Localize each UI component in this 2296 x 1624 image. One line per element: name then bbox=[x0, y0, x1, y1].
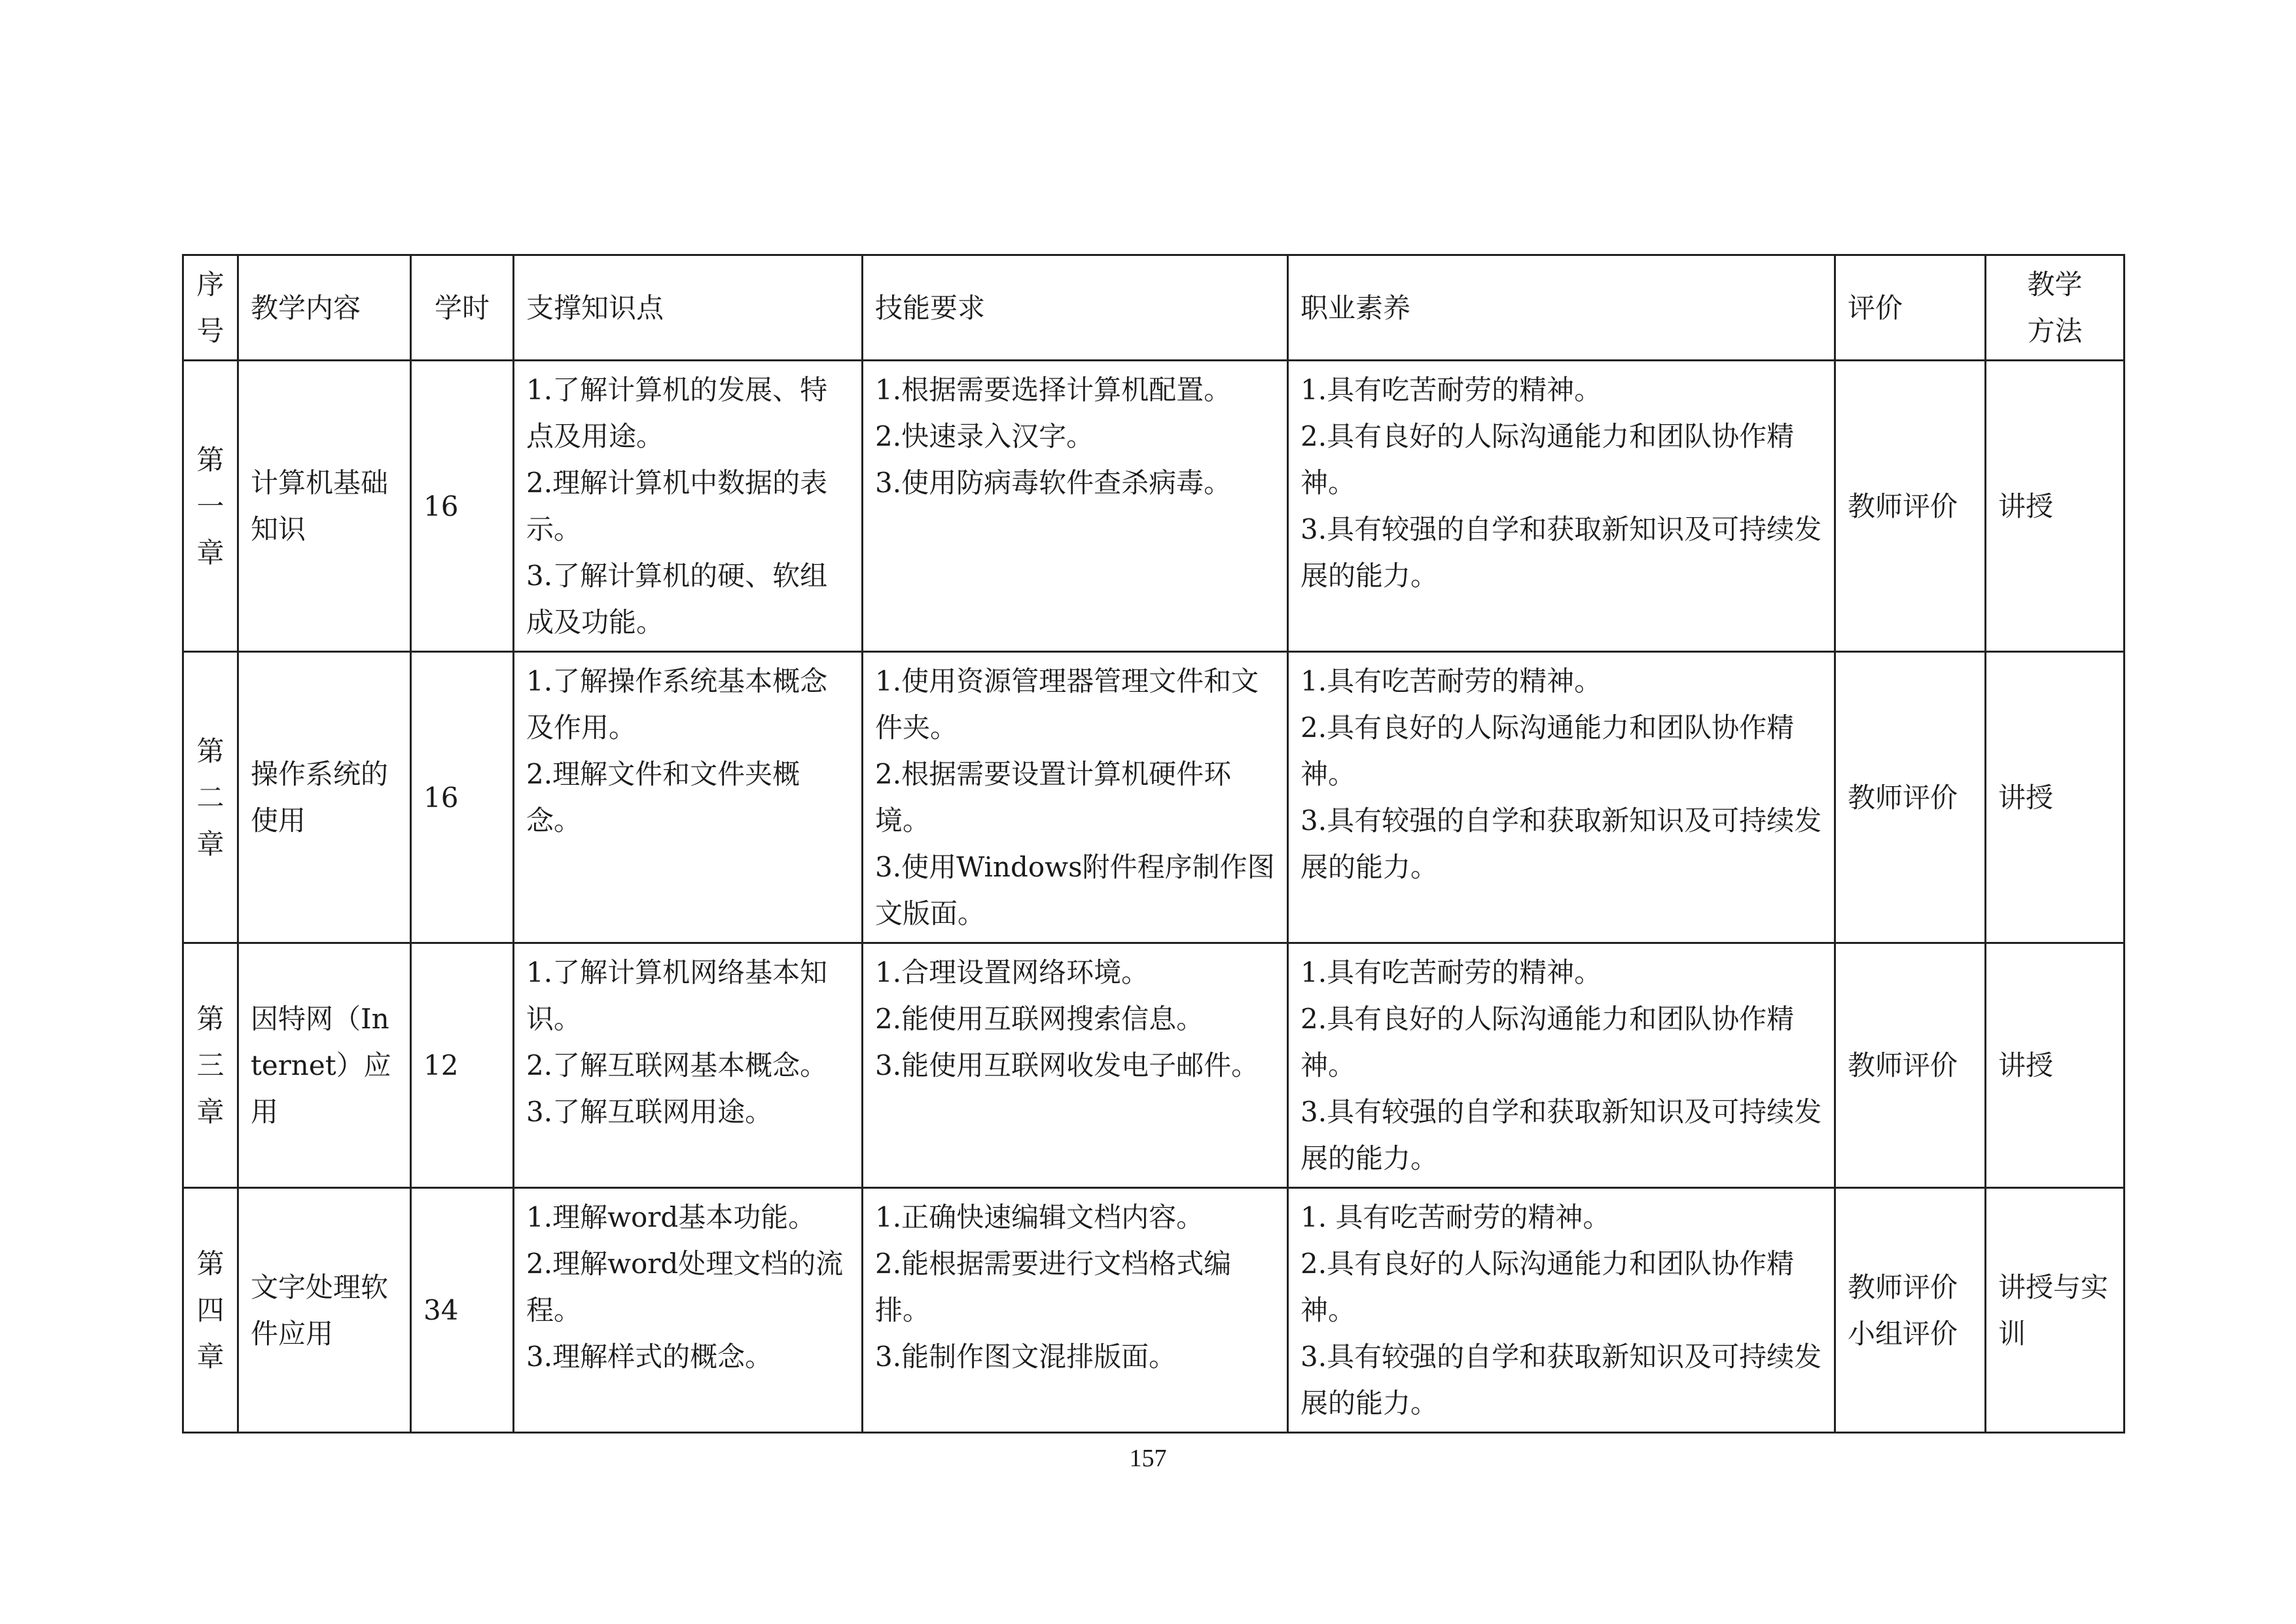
literacy-item: 2.具有良好的人际沟通能力和团队协作精神。 bbox=[1300, 1003, 1795, 1081]
skill-item: 2.能根据需要进行文档格式编排。 bbox=[875, 1248, 1232, 1326]
literacy-item: 2.具有良好的人际沟通能力和团队协作精神。 bbox=[1300, 420, 1795, 499]
skill-item: 1.根据需要选择计算机配置。 bbox=[875, 374, 1232, 406]
seq-char: 第 bbox=[196, 734, 224, 767]
literacy-item: 1. 具有吃苦耐劳的精神。 bbox=[1300, 1201, 1611, 1233]
row-skills bbox=[863, 1188, 1288, 1433]
knowledge-item: 1.理解word基本功能。 bbox=[526, 1201, 816, 1233]
skill-item: 1.使用资源管理器管理文件和文件夹。 bbox=[875, 665, 1259, 744]
row-method: 讲授 bbox=[1986, 652, 2125, 943]
row-method: 讲授 bbox=[1986, 361, 2125, 652]
seq-char: 第 bbox=[196, 443, 224, 476]
knowledge-item: 2.理解word处理文档的流程。 bbox=[526, 1248, 844, 1326]
literacy-item: 2.具有良好的人际沟通能力和团队协作精神。 bbox=[1300, 712, 1795, 790]
header-seq bbox=[183, 255, 238, 361]
knowledge-item: 2.理解文件和文件夹概念。 bbox=[526, 758, 800, 837]
table-row bbox=[183, 652, 2125, 943]
skill-item: 2.能使用互联网搜索信息。 bbox=[875, 1003, 1204, 1035]
knowledge-item: 2.了解互联网基本概念。 bbox=[526, 1049, 828, 1081]
skill-item: 2.快速录入汉字。 bbox=[875, 420, 1094, 452]
skill-item: 3.能使用互联网收发电子邮件。 bbox=[875, 1049, 1259, 1081]
row-content: 文字处理软件应用 bbox=[238, 1188, 411, 1433]
header-seq-line: 序 bbox=[196, 268, 224, 300]
seq-char: 章 bbox=[196, 1096, 224, 1128]
row-skills bbox=[863, 652, 1288, 943]
header-method-line: 教学 bbox=[2027, 268, 2083, 300]
knowledge-item: 1.了解计算机的发展、特点及用途。 bbox=[526, 374, 828, 452]
seq-char: 章 bbox=[196, 1341, 224, 1373]
skill-item: 3.能制作图文混排版面。 bbox=[875, 1341, 1177, 1373]
row-knowledge bbox=[514, 652, 863, 943]
literacy-item: 1.具有吃苦耐劳的精神。 bbox=[1300, 374, 1602, 406]
literacy-item: 1.具有吃苦耐劳的精神。 bbox=[1300, 956, 1602, 988]
row-hours: 16 bbox=[411, 361, 514, 652]
skill-item: 3.使用防病毒软件查杀病毒。 bbox=[875, 467, 1232, 499]
knowledge-item: 3.了解计算机的硬、软组成及功能。 bbox=[526, 560, 828, 638]
literacy-item: 3.具有较强的自学和获取新知识及可持续发展的能力。 bbox=[1300, 1096, 1822, 1174]
row-hours: 34 bbox=[411, 1188, 514, 1433]
literacy-item: 3.具有较强的自学和获取新知识及可持续发展的能力。 bbox=[1300, 804, 1822, 883]
literacy-item: 3.具有较强的自学和获取新知识及可持续发展的能力。 bbox=[1300, 1341, 1822, 1419]
row-skills bbox=[863, 361, 1288, 652]
skill-item: 3.使用Windows附件程序制作图文版面。 bbox=[875, 851, 1275, 929]
header-hours: 学时 bbox=[411, 255, 514, 361]
row-knowledge bbox=[514, 1188, 863, 1433]
row-evaluation: 教师评价 bbox=[1835, 943, 1986, 1188]
header-literacy: 职业素养 bbox=[1288, 255, 1835, 361]
row-evaluation: 教师评价小组评价 bbox=[1835, 1188, 1986, 1433]
seq-char: 章 bbox=[196, 827, 224, 860]
header-content: 教学内容 bbox=[238, 255, 411, 361]
row-skills bbox=[863, 943, 1288, 1188]
syllabus-table bbox=[182, 254, 2125, 1434]
row-seq bbox=[183, 1188, 238, 1433]
header-skills: 技能要求 bbox=[863, 255, 1288, 361]
header-method-line: 方法 bbox=[2027, 315, 2083, 347]
row-hours: 16 bbox=[411, 652, 514, 943]
row-knowledge bbox=[514, 361, 863, 652]
seq-char: 二 bbox=[196, 781, 224, 814]
row-method: 讲授 bbox=[1986, 943, 2125, 1188]
skill-item: 1.正确快速编辑文档内容。 bbox=[875, 1201, 1204, 1233]
row-content: 计算机基础知识 bbox=[238, 361, 411, 652]
skill-item: 1.合理设置网络环境。 bbox=[875, 956, 1149, 988]
table-row bbox=[183, 1188, 2125, 1433]
row-seq bbox=[183, 943, 238, 1188]
header-seq-line: 号 bbox=[196, 315, 224, 347]
row-hours: 12 bbox=[411, 943, 514, 1188]
knowledge-item: 3.理解样式的概念。 bbox=[526, 1341, 773, 1373]
seq-char: 四 bbox=[196, 1294, 224, 1326]
seq-char: 章 bbox=[196, 536, 224, 569]
row-content: 操作系统的使用 bbox=[238, 652, 411, 943]
seq-char: 第 bbox=[196, 1003, 224, 1035]
row-seq bbox=[183, 652, 238, 943]
knowledge-item: 2.理解计算机中数据的表示。 bbox=[526, 467, 828, 545]
knowledge-item: 1.了解操作系统基本概念及作用。 bbox=[526, 665, 828, 744]
seq-char: 第 bbox=[196, 1248, 224, 1280]
page-number: 157 bbox=[1129, 1445, 1167, 1472]
literacy-item: 2.具有良好的人际沟通能力和团队协作精神。 bbox=[1300, 1248, 1795, 1326]
row-literacy bbox=[1288, 652, 1835, 943]
header-knowledge: 支撑知识点 bbox=[514, 255, 863, 361]
row-literacy bbox=[1288, 361, 1835, 652]
row-evaluation: 教师评价 bbox=[1835, 361, 1986, 652]
knowledge-item: 3.了解互联网用途。 bbox=[526, 1096, 773, 1128]
row-knowledge bbox=[514, 943, 863, 1188]
row-evaluation: 教师评价 bbox=[1835, 652, 1986, 943]
header-evaluation: 评价 bbox=[1835, 255, 1986, 361]
literacy-item: 1.具有吃苦耐劳的精神。 bbox=[1300, 665, 1602, 697]
row-method: 讲授与实训 bbox=[1986, 1188, 2125, 1433]
seq-char: 一 bbox=[196, 490, 224, 522]
header-method bbox=[1986, 255, 2125, 361]
row-content: 因特网（Internet）应用 bbox=[238, 943, 411, 1188]
table-row bbox=[183, 943, 2125, 1188]
seq-char: 三 bbox=[196, 1049, 224, 1081]
row-literacy bbox=[1288, 1188, 1835, 1433]
knowledge-item: 1.了解计算机网络基本知识。 bbox=[526, 956, 828, 1035]
literacy-item: 3.具有较强的自学和获取新知识及可持续发展的能力。 bbox=[1300, 513, 1822, 592]
skill-item: 2.根据需要设置计算机硬件环境。 bbox=[875, 758, 1232, 837]
header-row bbox=[183, 255, 2125, 361]
row-literacy bbox=[1288, 943, 1835, 1188]
table-row bbox=[183, 361, 2125, 652]
row-seq bbox=[183, 361, 238, 652]
